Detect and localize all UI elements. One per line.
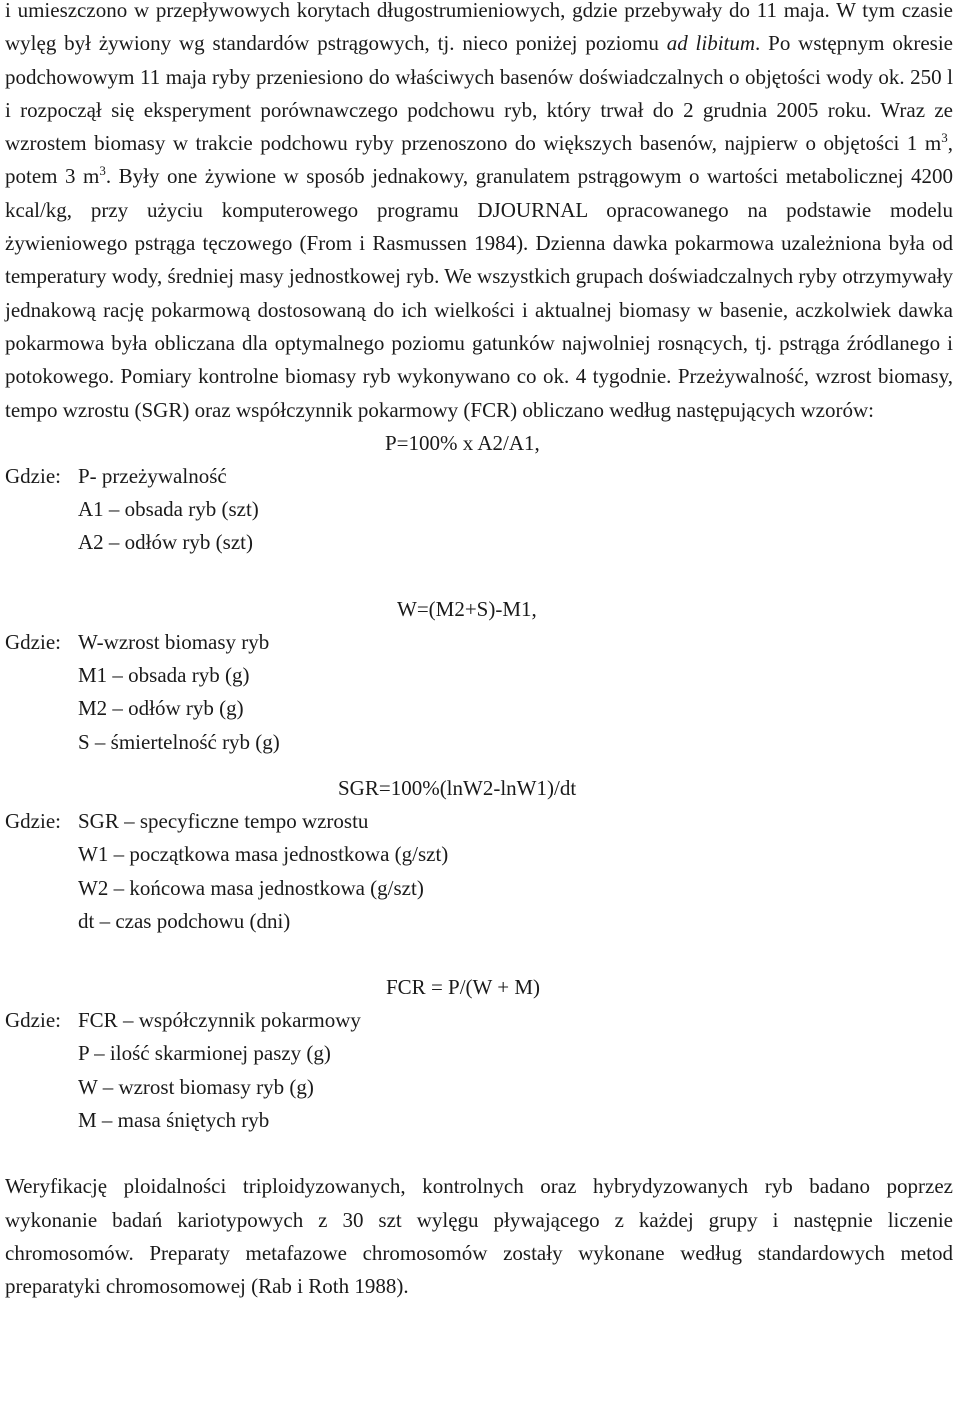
legend-text: S – śmiertelność ryb (g)	[78, 729, 280, 754]
formula-legend-row	[5, 493, 953, 526]
legend-lead: Gdzie:	[5, 463, 67, 488]
methods-paragraph	[5, 0, 953, 427]
legend-lead	[5, 526, 78, 559]
legend-text: dt – czas podchowu (dni)	[78, 908, 291, 933]
formula-legend-row	[5, 872, 953, 905]
superscript: 3	[99, 163, 106, 179]
formula-block-sgr	[5, 772, 953, 938]
legend-lead	[5, 493, 78, 526]
legend-text: P – ilość skarmionej paszy (g)	[78, 1041, 331, 1066]
legend-text: FCR – współczynnik pokarmowy	[78, 1008, 361, 1033]
formula-legend-row	[5, 905, 953, 938]
legend-text: W-wzrost biomasy ryb	[78, 629, 270, 654]
legend-lead	[5, 838, 78, 871]
formula-block-biomass	[5, 593, 953, 759]
italic-term: ad libitum	[666, 31, 756, 56]
legend-lead	[5, 1071, 78, 1104]
legend-text: M1 – obsada ryb (g)	[78, 663, 250, 688]
legend-lead	[5, 872, 78, 905]
formula-legend-row	[5, 805, 953, 838]
legend-text: M – masa śniętych ryb	[78, 1108, 270, 1133]
formula-block-fcr	[5, 971, 953, 1137]
legend-lead: Gdzie:	[5, 1008, 67, 1033]
formula-legend-row	[5, 726, 953, 759]
paragraph-text: , potem 3 m	[5, 131, 953, 189]
formula-legend-row	[5, 1004, 953, 1037]
formula-legend-row	[5, 838, 953, 871]
legend-lead: Gdzie:	[5, 808, 67, 833]
paragraph-text: i umieszczono w przepływowych korytach długostrumieniowych, gdzie przebywały do 11 maja. W tym czasie wylęg był żywiony wg standardów pstrągowych, tj. nieco poniżej poziomu	[5, 0, 953, 56]
legend-lead	[5, 659, 78, 692]
legend-text: P- przeżywalność	[78, 463, 227, 488]
legend-text: W1 – początkowa masa jednostkowa (g/szt)	[78, 842, 449, 867]
formula-legend-row	[5, 626, 953, 659]
formula-expression: FCR = P/(W + M)	[386, 975, 540, 1000]
legend-text: M2 – odłów ryb (g)	[78, 696, 244, 721]
formula-block-survival	[5, 427, 953, 560]
formula-legend-row	[5, 460, 953, 493]
formula-legend-row	[5, 1104, 953, 1137]
formula-expression: P=100% x A2/A1,	[385, 430, 540, 455]
paragraph-text: . Były one żywione w sposób jednakowy, granulatem pstrągowym o wartości metabolicznej 4200 kcal/kg, przy użyciu komputerowego programu DJOURNAL opracowanego na podstawie modelu żywieniowego pstrąga tęczowego (From i Rasmussen 1984). Dzienna dawka pokarmowa uzależniona była od temperatury wody, średniej masy jednostkowej ryb. We wszystkich grupach doświadczalnych ryby otrzymywały jednakową rację pokarmową dostosowaną do ich wielkości i aktualnej biomasy w basenie, aczkolwiek dawka pokarmowa była obliczana dla optymalnego poziomu gatunków najwolniej rosnących, tj. pstrąga źródlanego i potokowego. Pomiary kontrolne biomasy ryb wykonywano co ok. 4 tygodnie. Przeżywalność, wzrost biomasy, tempo wzrostu (SGR) oraz współczynnik pokarmowy (FCR) obliczano według następujących wzorów:	[5, 164, 954, 422]
legend-lead: Gdzie:	[5, 629, 67, 654]
formula-legend-row	[5, 526, 953, 559]
legend-lead	[5, 1037, 78, 1070]
legend-text: W – wzrost biomasy ryb (g)	[78, 1074, 314, 1099]
formula-legend-row	[5, 1037, 953, 1070]
ploidy-verification-paragraph: Weryfikację ploidalności triploidyzowanych, kontrolnych oraz hybrydyzowanych ryb badano poprzez wykonanie badań kariotypowych z 30 szt wylęgu pływającego z każdej grupy i następnie liczenie chromosomów. Preparaty metafazowe chromosomów zostały wykonane według standardowych metod preparatyki chromosomowej (Rab i Roth 1988).	[5, 1174, 953, 1299]
formula-expression: SGR=100%(lnW2-lnW1)/dt	[338, 775, 577, 800]
legend-lead	[5, 1104, 78, 1137]
formula-legend-row	[5, 659, 953, 692]
legend-text: A2 – odłów ryb (szt)	[78, 530, 253, 555]
superscript: 3	[941, 130, 948, 146]
legend-text: A1 – obsada ryb (szt)	[78, 497, 259, 522]
legend-text: SGR – specyficzne tempo wzrostu	[78, 808, 369, 833]
formula-legend-row	[5, 1071, 953, 1104]
legend-lead	[5, 905, 78, 938]
formula-legend-row	[5, 692, 953, 725]
legend-text: W2 – końcowa masa jednostkowa (g/szt)	[78, 875, 424, 900]
legend-lead	[5, 692, 78, 725]
paragraph-text: . Po wstępnym okresie podchowowym 11 maja ryby przeniesiono do właściwych basenów doświadczalnych o objętości wody ok. 250 l i rozpoczął się eksperyment porównawczego podchowu ryb, który trwał do 2 grudnia 2005 roku. Wraz ze wzrostem biomasy w trakcie podchowu ryby przenoszono do większych basenów, najpierw o objętości 1 m	[5, 31, 953, 156]
legend-lead	[5, 726, 78, 759]
formula-expression: W=(M2+S)-M1,	[397, 596, 537, 621]
